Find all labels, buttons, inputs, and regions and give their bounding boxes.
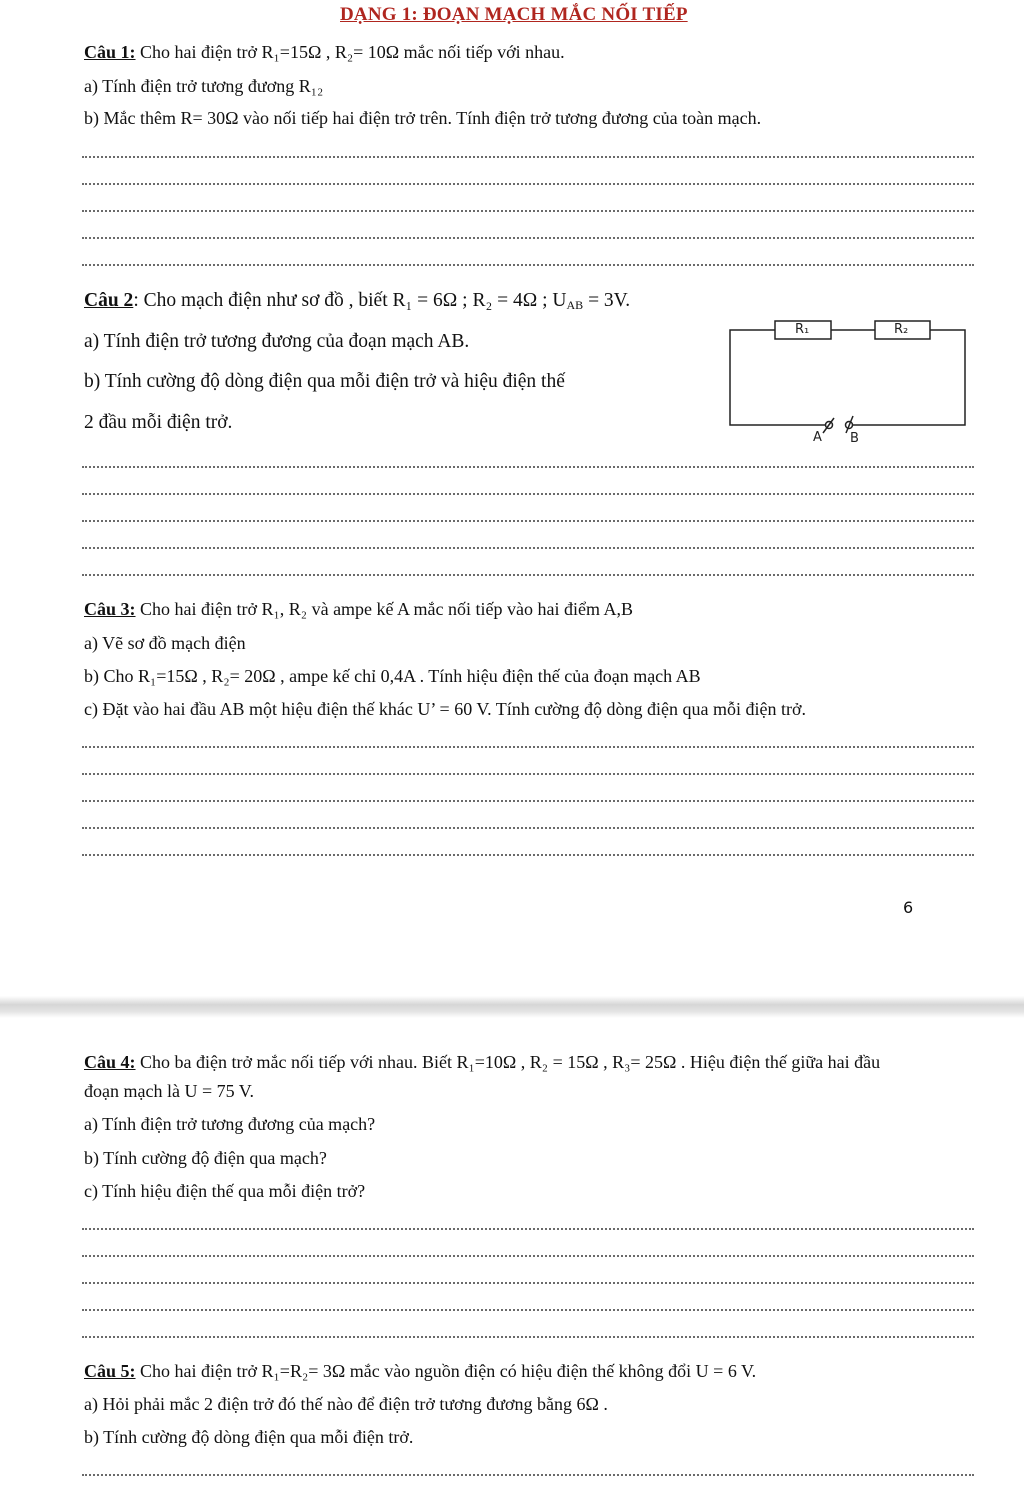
answer-line (82, 520, 974, 522)
answer-line (82, 800, 974, 802)
answer-line (82, 547, 974, 549)
answer-line (82, 156, 974, 158)
q2-stem-subscript: AB (566, 298, 584, 312)
q5-stem-line (84, 1361, 756, 1382)
q1-part-b: b) Mắc thêm R= 30Ω vào nối tiếp hai điện trở trên. Tính điện trở tương đương của toàn mạch. (84, 108, 762, 128)
answer-line (82, 574, 974, 576)
answer-line (82, 1255, 974, 1257)
answer-line (82, 183, 974, 185)
wire-left (730, 330, 825, 425)
q5-part-a: a) Hỏi phải mắc 2 điện trở đó thế nào để điện trở tương đương bằng 6Ω . (84, 1394, 608, 1414)
q1-stem-line (84, 42, 565, 63)
wire-right (853, 330, 965, 425)
q4-part-a: a) Tính điện trở tương đương của mạch? (84, 1114, 376, 1134)
q5-part-b: b) Tính cường độ dòng điện qua mỗi điện trở. (84, 1427, 414, 1447)
answer-line (82, 264, 974, 266)
q2-part-a: a) Tính điện trở tương đương của đoạn mạch AB. (84, 331, 470, 352)
page-number: 6 (903, 898, 914, 917)
page-break (0, 996, 1024, 1018)
q4-label: Câu 4: (84, 1052, 136, 1072)
q4-stem-line2: đoạn mạch là U = 75 V. (84, 1081, 254, 1101)
answer-line (82, 1228, 974, 1230)
answer-line (82, 827, 974, 829)
answer-line (82, 237, 974, 239)
answer-line (82, 854, 974, 856)
r2-label: R₂ (894, 322, 909, 337)
q2-part-b-line2: 2 đầu mỗi điện trở. (84, 412, 233, 433)
q4-stem: Cho ba điện trở mắc nối tiếp với nhau. Biết R₁=10Ω , R₂ = 15Ω , R₃= 25Ω . Hiệu điện thế giữa hai đầu (135, 1052, 881, 1072)
q2-stem-line (84, 290, 630, 313)
q1-label: Câu 1: (84, 42, 136, 62)
answer-line (82, 746, 974, 748)
q2-stem: : Cho mạch điện như sơ đồ , biết R₁ = 6Ω ; R₂ = 4Ω ; U (133, 290, 567, 311)
q2-stem-end: = 3V. (583, 290, 631, 311)
b-label: B (850, 431, 859, 446)
q3-part-c: c) Đặt vào hai đầu AB một hiệu điện thế khác U’ = 60 V. Tính cường độ dòng điện qua mỗi điện trở. (84, 699, 806, 719)
q5-label: Câu 5: (84, 1361, 136, 1381)
q3-stem-line (84, 599, 633, 620)
q2-label: Câu 2 (84, 290, 134, 311)
q4-part-b: b) Tính cường độ điện qua mạch? (84, 1148, 327, 1168)
answer-line (82, 1282, 974, 1284)
answer-line (82, 466, 974, 468)
r1-label: R₁ (795, 322, 810, 337)
answer-line (82, 1474, 974, 1476)
q3-part-b: b) Cho R₁=15Ω , R₂= 20Ω , ampe kế chỉ 0,4A . Tính hiệu điện thế của đoạn mạch AB (84, 666, 701, 686)
q2-part-b-line1: b) Tính cường độ dòng điện qua mỗi điện trở và hiệu điện thế (84, 371, 565, 392)
q4-stem-line (84, 1052, 880, 1073)
answer-line (82, 1309, 974, 1311)
answer-line (82, 1336, 974, 1338)
circuit-diagram (720, 310, 980, 450)
q1-stem: Cho hai điện trở R₁=15Ω , R₂= 10Ω mắc nối tiếp với nhau. (135, 42, 565, 62)
page-title: DẠNG 1: ĐOẠN MẠCH MẮC NỐI TIẾP (340, 4, 688, 25)
answer-line (82, 210, 974, 212)
q3-stem: Cho hai điện trở R₁, R₂ và ampe kế A mắc nối tiếp vào hai điểm A,B (135, 599, 634, 619)
q3-label: Câu 3: (84, 599, 136, 619)
answer-line (82, 773, 974, 775)
q3-part-a: a) Vẽ sơ đồ mạch điện (84, 633, 246, 653)
a-label: A (813, 430, 822, 445)
q1-part-a: a) Tính điện trở tương đương R₁₂ (84, 76, 324, 96)
q4-part-c: c) Tính hiệu điện thế qua mỗi điện trở? (84, 1181, 366, 1201)
answer-line (82, 493, 974, 495)
q5-stem: Cho hai điện trở R₁=R₂= 3Ω mắc vào nguồn điện có hiệu điện thế không đổi U = 6 V. (135, 1361, 757, 1381)
